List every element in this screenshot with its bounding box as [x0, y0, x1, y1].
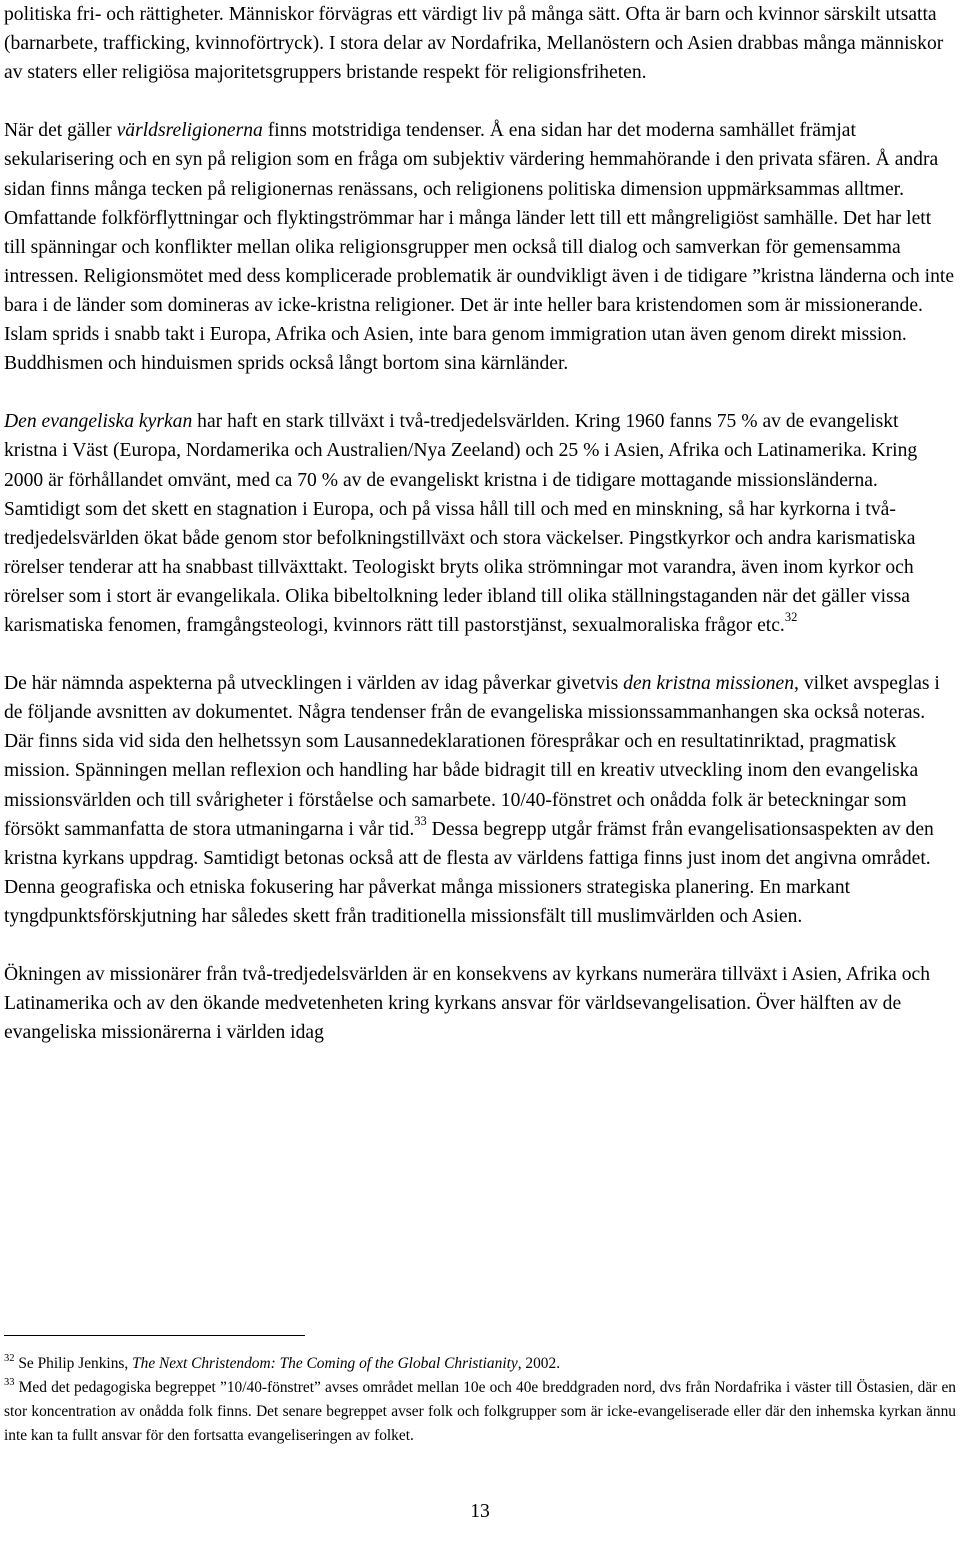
paragraph-lead: När det gäller — [4, 120, 117, 142]
footnote-33 — [4, 1376, 956, 1448]
paragraph-lead: De här nämnda aspekterna på utvecklingen i världen av idag påverkar givetvis — [4, 673, 624, 695]
paragraph-spacer — [4, 931, 956, 960]
footnote-book-title: The Next Christendom: The Coming of the Global Christianity — [132, 1355, 518, 1372]
paragraph-text: har haft en stark tillväxt i två-tredjedelsvärlden. Kring 1960 fanns 75 % av de evangeliskt kristna i Väst (Europa, Nordamerika och Australien/Nya Zeeland) och 25 % i Asien, Afrika och Latinamerika. Kring 2000 är förhållandet omvänt, med ca 70 % av de evangeliskt kristna i de tidigare mottagande missionsländerna. Samtidigt som det skett en stagnation i Europa, och på vissa håll till och med en minskning, så har kyrkorna i två-tredjedelsvärlden ökat både genom stor befolkningstillväxt och stora väckelser. Pingstkyrkor och andra karismatiska rörelser tenderar att ha snabbast tillväxttakt. Teologiskt bryts olika strömningar mot varandra, även inom kyrkor och rörelser som i stort är evangelikala. Olika bibeltolkning leder ibland till olika ställningstaganden när det gäller vissa karismatiska fenomen, framgångsteologi, kvinnors rätt till pastorstjänst, sexualmoraliska frågor etc. — [4, 411, 918, 636]
paragraph-missionaries-growth — [4, 960, 956, 1047]
paragraph-christian-mission — [4, 669, 956, 931]
footnote-reference-32[interactable]: 32 — [784, 610, 798, 625]
paragraph-religious-freedom — [4, 0, 956, 87]
main-text — [4, 0, 956, 1047]
paragraph-text: politiska fri- och rättigheter. Människor förvägras ett värdigt liv på många sätt. Ofta är barn och kvinnor särskilt utsatta (barnarbete, trafficking, kvinnoförtryck). I stora delar av Nordafrika, Mellanöstern och Asien drabbas många människor av staters eller religiösa majoritetsgruppers bristande respekt för religionsfriheten. — [4, 4, 944, 84]
page-number: 13 — [470, 1501, 490, 1522]
emphasis-evangelical-church: Den evangeliska kyrkan — [4, 411, 193, 433]
emphasis-world-religions: världsreligionerna — [116, 120, 263, 142]
paragraph-evangelical-church — [4, 407, 956, 640]
paragraph-text: Ökningen av missionärer från två-tredjedelsvärlden är en konsekvens av kyrkans numerära tillväxt i Asien, Afrika och Latinamerika och av den ökande medvetenheten kring kyrkans ansvar för världsevangelisation. Över hälften av de evangeliska missionärerna i världen idag — [4, 964, 931, 1044]
footnotes — [4, 1352, 956, 1448]
footnote-text: Med det pedagogiska begreppet ”10/40-fönstret” avses området mellan 10e och 40e breddgraden nord, dvs från Nordafrika i väster till Östasien, där en stor koncentration av onådda folk finns. Det senare begreppet avser folk och folkgrupper som är icke-evangeliserade eller där den inhemska kyrkan ännu inte kan ta fullt ansvar för den fortsatta evangeliseringen av folket. — [4, 1379, 956, 1444]
footnote-lead: Se Philip Jenkins, — [14, 1355, 133, 1372]
paragraph-text: finns motstridiga tendenser. Å ena sidan har det moderna samhället främjat sekularisering och en syn på religion som en fråga om subjektiv värdering hemmahörande i den privata sfären. Å andra sidan finns många tecken på religionernas renässans, och religionens politiska dimension uppmärksammas alltmer. Omfattande folkförflyttningar och flyktingströmmar har i många länder lett till ett mångreligiöst samhälle. Det har lett till spänningar och konflikter mellan olika religionsgrupper men också till dialog och samverkan för gemensamma intressen. Religionsmötet med dess komplicerade problematik är oundvikligt även i de tidigare ”kristna länderna och inte bara i de länder som domineras av icke-kristna religioner. Det är inte heller bara kristendomen som är missionerande. Islam sprids i snabb takt i Europa, Afrika och Asien, inte bara genom immigration utan även genom direkt mission. Buddhismen och hinduismen sprids också långt bortom sina kärnländer. — [4, 120, 955, 375]
paragraph-spacer — [4, 87, 956, 116]
footnote-number: 32 — [4, 1352, 15, 1364]
footnote-text: , 2002. — [517, 1355, 561, 1372]
paragraph-spacer — [4, 378, 956, 407]
paragraph-spacer — [4, 640, 956, 669]
paragraph-world-religions — [4, 116, 956, 378]
footnote-number: 33 — [4, 1376, 15, 1388]
emphasis-christian-mission: den kristna missionen — [623, 673, 795, 695]
footnote-separator — [4, 1335, 305, 1336]
footnote-reference-33[interactable]: 33 — [414, 814, 427, 829]
paragraph-text: , vilket avspeglas i de följande avsnitten av dokumentet. Några tendenser från de evangeliska missionssammanhangen ska också noteras. Där finns sida vid sida den helhetssyn som Lausannedeklarationen förespråkar och en resultatinriktad, pragmatisk mission. Spänningen mellan reflexion och handling har både bidragit till en kreativ utveckling inom den evangeliska missionsvärlden och till svårigheter i förståelse och samarbete. 10/40-fönstret och onådda folk är beteckningar som försökt sammanfatta de stora utmaningarna i vår tid. — [4, 673, 940, 840]
footnote-32 — [4, 1352, 956, 1376]
paragraph-text: Dessa begrepp utgår främst från evangelisationsaspekten av den kristna kyrkans uppdrag. Samtidigt betonas också att de flesta av världens fattiga finns just inom det angivna området. Denna geografiska och etniska fokusering har påverkat många missioners strategiska planering. En markant tyngdpunktsförskjutning har således skett från traditionella missionsfält till muslimvärlden och Asien. — [4, 818, 934, 927]
